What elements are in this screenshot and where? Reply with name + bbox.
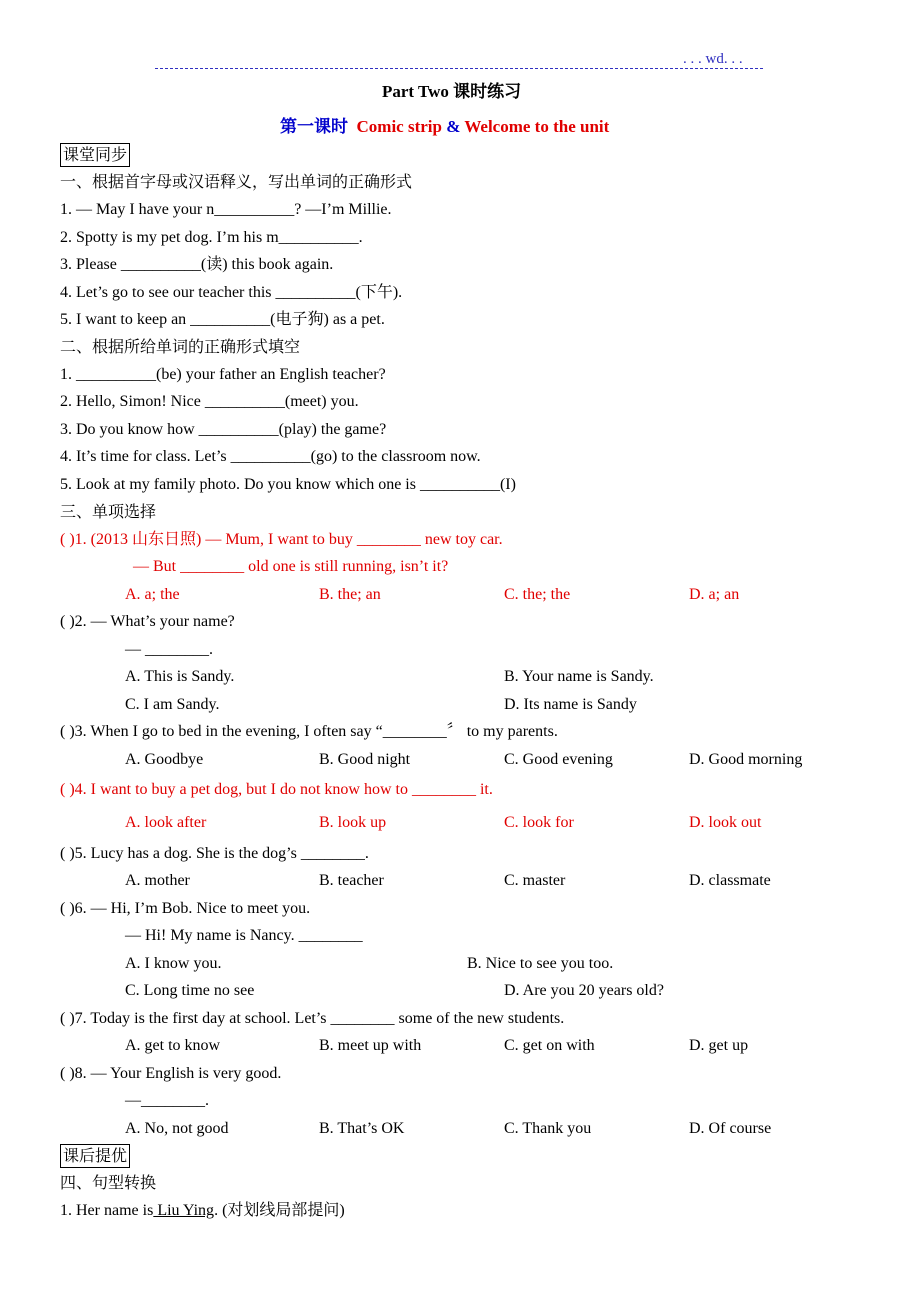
q3-option-a: A. Goodbye [125,751,204,768]
q4-option-b: B. look up [319,814,387,831]
q1-line2: — But ________ old one is still running, isn’t it? [133,558,449,575]
sec2-item-4: 4. It’s time for class. Let’s __________(go) to the classroom now. [60,448,481,465]
sec1-item-4: 4. Let’s go to see our teacher this __________(下午). [60,284,403,301]
sec2-item-1: 1. __________(be) your father an English teacher? [60,366,386,383]
subtitle-amp: & [446,117,461,136]
header-mark: . . . wd. . . [683,51,743,67]
q7-option-a: A. get to know [125,1037,221,1054]
q4-option-d: D. look out [689,814,762,831]
q2-option-d: D. Its name is Sandy [504,696,637,713]
sec1-item-2: 2. Spotty is my pet dog. I’m his m__________. [60,229,363,246]
q1-option-c: C. the; the [504,586,571,603]
q8-line2: —________. [125,1092,209,1109]
subtitle-cn: 第一课时 [280,117,348,136]
q2-option-a: A. This is Sandy. [125,668,235,685]
sec2-item-2: 2. Hello, Simon! Nice __________(meet) you. [60,393,359,410]
q6-option-c: C. Long time no see [125,982,255,999]
header-dashed-line [155,68,763,69]
sec1-item-3: 3. Please __________(读) this book again. [60,256,334,273]
q6-stem: ( )6. — Hi, I’m Bob. Nice to meet you. [60,900,311,917]
sec1-item-1: 1. — May I have your n__________? —I’m Millie. [60,201,392,218]
q2-option-b: B. Your name is Sandy. [504,668,654,685]
page-title: Part Two 课时练习 [382,82,522,101]
sec4-item-1-post: . (对划线局部提问) [214,1202,345,1219]
q8-option-d: D. Of course [689,1120,772,1137]
q8-option-c: C. Thank you [504,1120,592,1137]
q6-option-a: A. I know you. [125,955,222,972]
lesson-subtitle [280,117,609,137]
q1-option-d: D. a; an [689,586,740,603]
q6-line2: — Hi! My name is Nancy. ________ [125,927,363,944]
q3-option-b: B. Good night [319,751,411,768]
subtitle-en1: Comic strip [356,117,447,136]
q7-option-b: B. meet up with [319,1037,422,1054]
q1-option-a: A. a; the [125,586,180,603]
q4-option-a: A. look after [125,814,207,831]
q5-option-b: B. teacher [319,872,384,889]
q4-option-c: C. look for [504,814,574,831]
sec4-item-1-pre: 1. Her name is [60,1202,154,1219]
q5-option-a: A. mother [125,872,190,889]
q3-option-d: D. Good morning [689,751,803,768]
q2-line2: — ________. [125,641,213,658]
q1-option-b: B. the; an [319,586,381,603]
section-4-heading: 四、句型转换 [60,1173,157,1192]
section-1-heading: 一、根据首字母或汉语释义，写出单词的正确形式 [60,172,413,191]
q2-option-c: C. I am Sandy. [125,696,220,713]
q3-option-c: C. Good evening [504,751,613,768]
q5-option-c: C. master [504,872,566,889]
q2-stem: ( )2. — What’s your name? [60,613,235,630]
q3-stem: ( )3. When I go to bed in the evening, I often say “________〞 to my parents. [60,723,558,740]
q5-stem: ( )5. Lucy has a dog. She is the dog’s ________. [60,845,369,862]
q4-stem: ( )4. I want to buy a pet dog, but I do not know how to ________ it. [60,781,493,798]
sec2-item-5: 5. Look at my family photo. Do you know which one is __________(I) [60,476,516,493]
q8-stem: ( )8. — Your English is very good. [60,1065,282,1082]
subtitle-en2: Welcome to the unit [460,117,610,136]
sec4-item-1-underlined: Liu Ying [153,1202,215,1219]
q7-stem: ( )7. Today is the first day at school. Let’s ________ some of the new students. [60,1010,565,1027]
q6-option-b: B. Nice to see you too. [467,955,614,972]
q6-option-d: D. Are you 20 years old? [504,982,664,999]
q8-option-b: B. That’s OK [319,1120,405,1137]
q7-option-c: C. get on with [504,1037,595,1054]
sec4-item-1 [60,1201,345,1221]
box-classroom-sync: 课堂同步 [60,143,130,167]
section-3-heading: 三、单项选择 [60,502,157,521]
q8-option-a: A. No, not good [125,1120,229,1137]
section-2-heading: 二、根据所给单词的正确形式填空 [60,337,301,356]
q1-stem: ( )1. (2013 山东日照) — Mum, I want to buy ________ new toy car. [60,531,503,548]
box-after-class: 课后提优 [60,1144,130,1168]
sec1-item-5: 5. I want to keep an __________(电子狗) as a pet. [60,311,385,328]
sec2-item-3: 3. Do you know how __________(play) the game? [60,421,387,438]
q7-option-d: D. get up [689,1037,749,1054]
q5-option-d: D. classmate [689,872,771,889]
